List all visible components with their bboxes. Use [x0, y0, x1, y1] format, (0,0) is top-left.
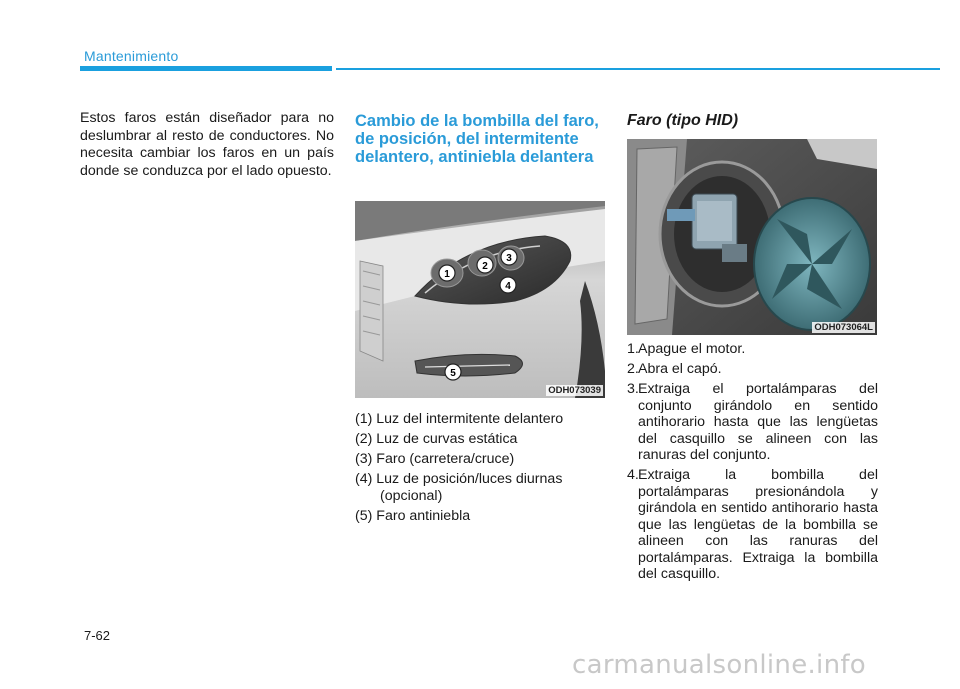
- callout-5: 5: [450, 368, 456, 379]
- hid-steps: [627, 341, 878, 586]
- header-rule-thin: [336, 68, 940, 70]
- headlamp-figure: [355, 201, 605, 398]
- callout-1: 1: [444, 269, 450, 280]
- hid-illustration: [627, 139, 877, 335]
- figure-code-hid: ODH073064L: [814, 322, 873, 333]
- page-number: 7-62: [84, 628, 111, 643]
- list-item: 1. Apague el motor.: [627, 341, 746, 357]
- header-rule-thick: [80, 66, 332, 71]
- list-item: 2. Abra el capó.: [627, 361, 722, 377]
- hid-figure: [627, 139, 877, 335]
- section-heading-hid: Faro (tipo HID): [627, 112, 739, 129]
- figure-code-front: ODH073039: [548, 385, 601, 396]
- callout-4: 4: [505, 281, 511, 292]
- list-item: (5) Faro antiniebla: [355, 508, 471, 524]
- list-item: (2) Luz de curvas estática: [355, 431, 518, 447]
- list-item: 3. Extraiga el portalámparas del conjunto girándolo en sentido antihorario hasta que las lengüetas del casquillo se alineen con las ranuras del conjunto.: [627, 381, 878, 463]
- headlamp-illustration: [355, 201, 605, 398]
- intro-paragraph: Estos faros están diseñador para no deslumbrar al resto de conductores. No necesita cambiar los faros en un país donde se conduzca por el lado opuesto.: [80, 110, 334, 179]
- list-item: (4) Luz de posición/luces diurnas (opcional): [355, 471, 563, 504]
- section-heading-front-lamps: Cambio de la bombilla del faro, de posición, del intermitente delantero, antiniebla delantera: [355, 112, 599, 166]
- list-item: (3) Faro (carretera/cruce): [355, 451, 515, 467]
- section-title: Mantenimiento: [84, 48, 179, 64]
- list-item: (1) Luz del intermitente delantero: [355, 411, 564, 427]
- watermark: carmanualsonline.info: [572, 650, 867, 680]
- list-item: 4. Extraiga la bombilla del portalámparas presionándola y girándola en sentido antihorario hasta que las lengüetas de la bombilla se alineen con las ranuras del portalámparas. Extraiga la bombilla del casquillo.: [627, 467, 878, 582]
- callout-3: 3: [506, 253, 512, 264]
- front-lamp-list: [355, 411, 605, 528]
- callout-2: 2: [482, 261, 488, 272]
